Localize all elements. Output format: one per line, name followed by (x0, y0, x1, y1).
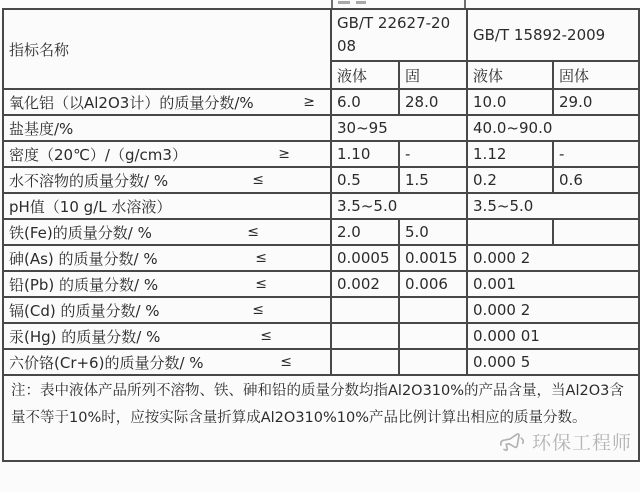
crop-remnant-mark (356, 1, 366, 4)
value-cell: 10.0 (467, 89, 553, 115)
table-row (3, 115, 639, 141)
comparison-symbol: ≥ (303, 94, 315, 110)
row-label (3, 193, 331, 219)
value-cell (467, 219, 553, 245)
row-label-text: 铅(Pb) 的质量分数/ % (9, 275, 159, 294)
value-cell: 3.5~5.0 (331, 193, 467, 219)
value-cell: - (399, 141, 467, 167)
value-cell (331, 323, 399, 349)
table-row (3, 219, 639, 245)
row-label (3, 245, 331, 271)
row-label (3, 323, 331, 349)
row-label-text: 铁(Fe)的质量分数/ % (9, 223, 152, 242)
value-cell: 28.0 (399, 89, 467, 115)
value-cell: 1.5 (399, 167, 467, 193)
value-cell (553, 219, 639, 245)
spec-table-body (3, 89, 639, 375)
value-cell: 3.5~5.0 (467, 193, 639, 219)
value-cell: 5.0 (399, 219, 467, 245)
spec-table (2, 8, 640, 462)
row-label (3, 219, 331, 245)
value-cell: 1.10 (331, 141, 399, 167)
comparison-symbol: ≤ (252, 172, 264, 188)
value-cell: 2.0 (331, 219, 399, 245)
row-label (3, 115, 331, 141)
comparison-symbol: ≥ (278, 146, 290, 162)
table-row (3, 297, 639, 323)
subheader-solid-1: 固 (399, 61, 467, 89)
value-cell (399, 297, 467, 323)
value-cell: 0.002 (331, 271, 399, 297)
row-label (3, 141, 331, 167)
value-cell: 0.2 (467, 167, 553, 193)
row-label (3, 271, 331, 297)
table-row (3, 323, 639, 349)
comparison-symbol: ≤ (247, 224, 259, 240)
value-cell: 0.000 2 (467, 297, 639, 323)
row-label-text: 六价铬(Cr+6)的质量分数/ % (9, 353, 204, 372)
value-cell: 0.001 (467, 271, 639, 297)
watermark (497, 430, 632, 457)
value-cell: 0.0005 (331, 245, 399, 271)
comparison-symbol: ≤ (260, 328, 272, 344)
header-standard-1: GB/T 22627-2008 (331, 9, 467, 61)
row-label-text: 汞(Hg) 的质量分数/ % (9, 327, 161, 346)
table-row (3, 167, 639, 193)
value-cell (331, 297, 399, 323)
row-label (3, 167, 331, 193)
table-row (3, 89, 639, 115)
value-cell (399, 323, 467, 349)
value-cell (331, 349, 399, 375)
row-label-text: 镉(Cd) 的质量分数/ % (9, 301, 160, 320)
subheader-solid-2: 固体 (553, 61, 639, 89)
table-row (3, 193, 639, 219)
value-cell: 6.0 (331, 89, 399, 115)
subheader-liquid-2: 液体 (467, 61, 553, 89)
note-text: 注：表中液体产品所列不溶物、铁、砷和铅的质量分数均指Al2O310%的产品含量，当Al2O3含量不等于10%时，应按实际含量折算成Al2O310%10%产品比例计算出相应的质量分数。 (11, 383, 624, 426)
value-cell: 29.0 (553, 89, 639, 115)
table-header-row (3, 9, 639, 61)
row-label-text: 盐基度/% (9, 119, 74, 138)
value-cell: - (553, 141, 639, 167)
row-label-text: 砷(As) 的质量分数/ % (9, 249, 158, 268)
value-cell: 0.006 (399, 271, 467, 297)
watermark-label: 环保工程师 (532, 432, 633, 454)
comparison-symbol: ≤ (252, 302, 264, 318)
note-row (3, 375, 639, 461)
table-row (3, 245, 639, 271)
row-label (3, 297, 331, 323)
table-row (3, 271, 639, 297)
value-cell: 30~95 (331, 115, 467, 141)
row-label-text: 密度（20℃）/（g/cm3） (9, 145, 187, 164)
row-label (3, 349, 331, 375)
row-label-text: pH值（10 g/L 水溶液） (9, 197, 172, 216)
value-cell: 1.12 (467, 141, 553, 167)
value-cell: 0.6 (553, 167, 639, 193)
note-cell (3, 375, 639, 461)
value-cell: 0.000 5 (467, 349, 639, 375)
row-label-text: 氧化铝（以Al2O3计）的质量分数/% (9, 93, 254, 112)
header-standard-2: GB/T 15892-2009 (467, 9, 639, 61)
megaphone-icon (497, 432, 527, 456)
crop-remnant-mark (338, 1, 350, 4)
table-row (3, 349, 639, 375)
comparison-symbol: ≤ (255, 276, 267, 292)
value-cell: 0.000 2 (467, 245, 639, 271)
value-cell: 0.0015 (399, 245, 467, 271)
row-label (3, 89, 331, 115)
value-cell: 40.0~90.0 (467, 115, 639, 141)
subheader-liquid-1: 液体 (331, 61, 399, 89)
header-indicator-name: 指标名称 (3, 9, 331, 89)
comparison-symbol: ≤ (255, 250, 267, 266)
row-label-text: 水不溶物的质量分数/ % (9, 171, 169, 190)
value-cell: 0.5 (331, 167, 399, 193)
table-row (3, 141, 639, 167)
value-cell (399, 349, 467, 375)
comparison-symbol: ≤ (280, 354, 292, 370)
value-cell: 0.000 01 (467, 323, 639, 349)
